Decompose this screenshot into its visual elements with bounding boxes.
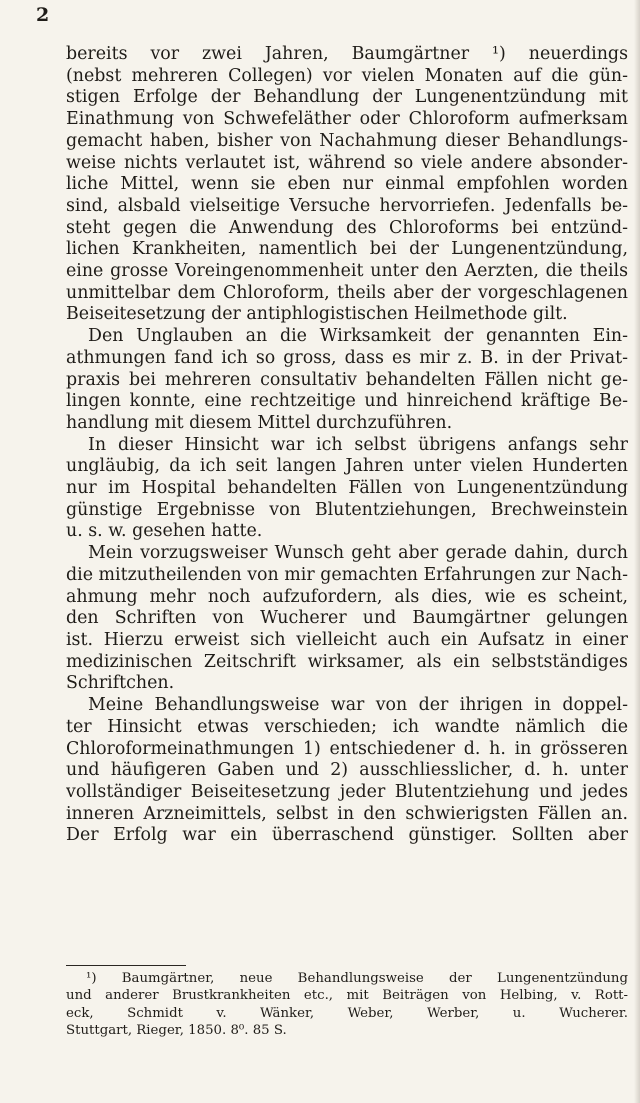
body-line: unmittelbar dem Chloroform, theils aber der vorgeschlagenen — [66, 282, 628, 303]
body-line: (nebst mehreren Collegen) vor vielen Monaten auf die gün- — [66, 65, 628, 86]
body-line: lichen Krankheiten, namentlich bei der Lungenentzündung, — [66, 239, 628, 260]
body-line: Einathmung von Schwefeläther oder Chloroform aufmerksam — [66, 109, 628, 130]
body-line: athmungen fand ich so gross, dass es mir z. B. in der Privat- — [66, 347, 628, 368]
body-line: u. s. w. gesehen hatte. — [66, 521, 263, 542]
footnote-line: und anderer Brustkrankheiten etc., mit Beiträgen von Helbing, v. Rott- — [66, 988, 628, 1004]
body-line: bereits vor zwei Jahren, Baumgärtner ¹) neuerdings — [66, 44, 628, 64]
body-line: ungläubig, da ich seit langen Jahren unter vielen Hunderten — [66, 456, 628, 477]
body-text — [66, 44, 628, 847]
footnote-line: eck, Schmidt v. Wänker, Weber, Werber, u. Wucherer. — [66, 1005, 628, 1021]
body-line: ter Hinsicht etwas verschieden; ich wandte nämlich die — [66, 716, 628, 737]
body-line: liche Mittel, wenn sie eben nur einmal empfohlen worden — [66, 174, 628, 195]
body-line: stigen Erfolge der Behandlung der Lungenentzündung mit — [66, 87, 628, 108]
body-line: Schriftchen. — [66, 673, 175, 694]
body-line: ahmung mehr noch aufzufordern, als dies, wie es scheint, — [66, 586, 628, 607]
body-line: Meine Behandlungsweise war von der ihrigen in doppel- — [88, 695, 628, 716]
body-line: die mitzutheilenden von mir gemachten Erfahrungen zur Nach- — [66, 564, 628, 585]
body-line: steht gegen die Anwendung des Chloroforms bei entzünd- — [66, 217, 628, 238]
body-line: Der Erfolg war ein überraschend günstiger. Sollten aber — [66, 825, 628, 846]
body-line: den Schriften von Wucherer und Baumgärtner gelungen — [66, 608, 628, 629]
body-line: medizinischen Zeitschrift wirksamer, als ein selbstständiges — [66, 651, 628, 672]
body-line: inneren Arzneimittels, selbst in den schwierigsten Fällen an. — [66, 803, 628, 824]
body-line: günstige Ergebnisse von Blutentziehungen, Brechweinstein — [66, 499, 628, 520]
body-line: In dieser Hinsicht war ich selbst übrigens anfangs sehr — [88, 434, 628, 455]
footnote — [66, 970, 628, 1040]
body-line: Mein vorzugsweiser Wunsch geht aber gerade dahin, durch — [88, 543, 628, 564]
body-line: eine grosse Voreingenommenheit unter den Aerzten, die theils — [66, 261, 628, 282]
body-line: Den Unglauben an die Wirksamkeit der genannten Ein- — [88, 326, 628, 347]
body-line: vollständiger Beiseitesetzung jeder Blutentziehung und jedes — [66, 781, 628, 802]
body-line: Chloroformeinathmungen 1) entschiedener d. h. in grösseren — [66, 738, 628, 759]
body-line: lingen konnte, eine rechtzeitige und hinreichend kräftige Be- — [66, 391, 628, 412]
footnote-divider — [66, 965, 186, 966]
footnote-line: ¹) Baumgärtner, neue Behandlungsweise der Lungenentzündung — [86, 971, 628, 986]
body-line: Beiseitesetzung der antiphlogistischen Heilmethode gilt. — [66, 304, 568, 325]
body-line: sind, alsbald vielseitige Versuche hervorriefen. Jedenfalls be- — [66, 195, 628, 216]
body-line: nur im Hospital behandelten Fällen von Lungenentzündung — [66, 478, 628, 499]
body-line: gemacht haben, bisher von Nachahmung dieser Behandlungs- — [66, 130, 628, 151]
body-line: handlung mit diesem Mittel durchzuführen. — [66, 412, 453, 433]
body-line: praxis bei mehreren consultativ behandelten Fällen nicht ge- — [66, 369, 628, 390]
body-line: und häufigeren Gaben und 2) ausschliesslicher, d. h. unter — [66, 760, 628, 781]
page-number: 2 — [36, 4, 50, 26]
page-edge-shadow — [634, 0, 640, 1103]
body-line: weise nichts verlautet ist, während so viele andere absonder- — [66, 152, 628, 173]
body-line: ist. Hierzu erweist sich vielleicht auch ein Aufsatz in einer — [66, 629, 628, 650]
footnote-line: Stuttgart, Rieger, 1850. 8⁰. 85 S. — [66, 1023, 287, 1039]
